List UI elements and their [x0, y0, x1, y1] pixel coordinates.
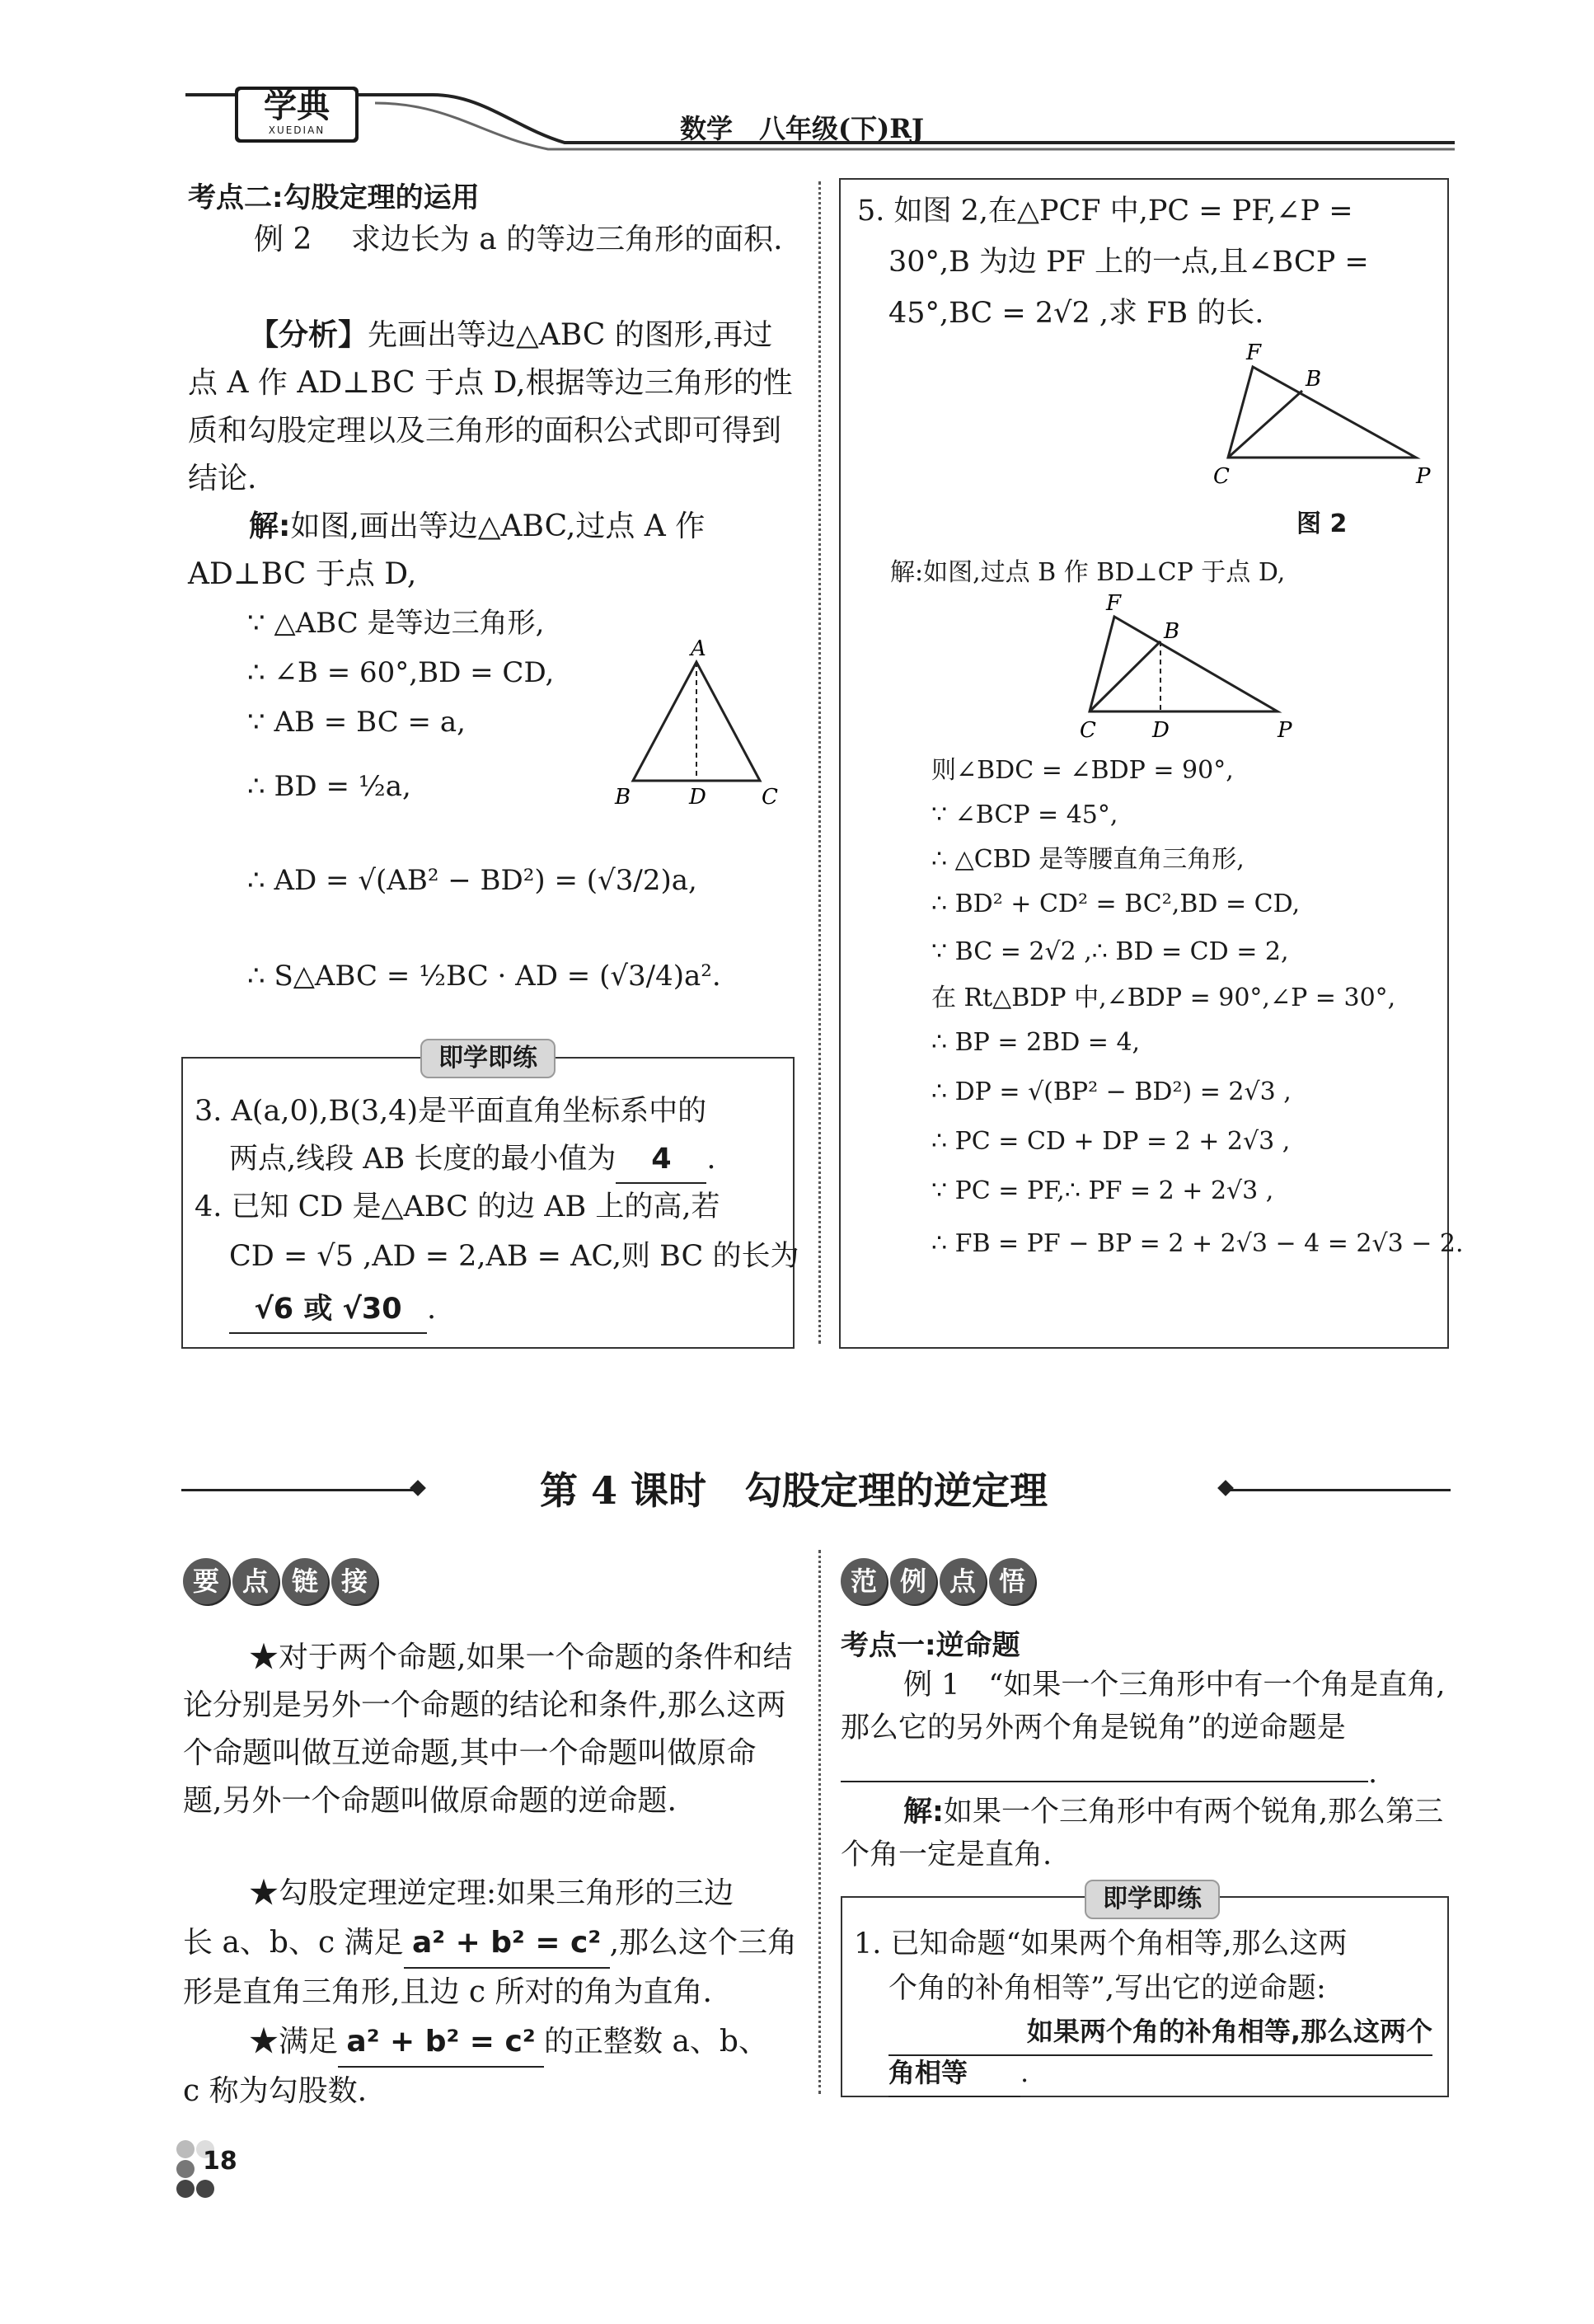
fig2-label-f: F: [1246, 340, 1262, 365]
fig3-label-f: F: [1106, 592, 1122, 616]
practice-q1-answer-line2: 角相等 .: [888, 2049, 1029, 2097]
badge-char: 范: [841, 1558, 887, 1604]
right-step-9: ∴ PC = CD + DP = 2 + 2√3 ,: [931, 1127, 1291, 1156]
key-point-2-answer: a² + b² = c²: [404, 1919, 610, 1969]
logo-text: 学典: [264, 87, 330, 125]
example-1-solution-label: 解:: [903, 1796, 944, 1829]
practice-q3-answer: 4: [616, 1136, 706, 1184]
header: [185, 78, 1455, 153]
fig-label-a: A: [691, 639, 706, 661]
fig3-label-d: D: [1152, 718, 1170, 743]
key-point-1: ★对于两个命题,如果一个命题的条件和结论分别是另外一个命题的结论和条件,那么这两个命题叫做互逆命题,其中一个命题叫做原命题,另外一个命题叫做原命题的逆命题.: [183, 1641, 793, 1818]
solution-intro-text: 如图,画出等边△ABC,过点 A 作: [290, 509, 706, 543]
key-point-2-line3: 形是直角三角形,且边 c 所对的角为直角.: [183, 1975, 712, 2009]
badge-char: 悟: [989, 1558, 1035, 1604]
figure-2-caption: 图 2: [1296, 509, 1348, 538]
lesson-diamond-right: [1217, 1480, 1234, 1496]
left-step-1: ∵ △ABC 是等边三角形,: [247, 607, 545, 640]
solution-label: 解:: [249, 509, 291, 543]
section-title-2: 考点二:勾股定理的运用: [188, 181, 480, 214]
right-step-5: ∵ BC = 2√2 ,∴ BD = CD = 2,: [931, 937, 1289, 966]
right-step-7: ∴ BP = 2BD = 4,: [931, 1028, 1141, 1057]
fig2-label-b: B: [1306, 367, 1322, 392]
key-point-3-answer: a² + b² = c²: [338, 2018, 544, 2068]
q5-line2: 30°,B 为边 PF 上的一点,且∠BCP =: [888, 246, 1369, 279]
practice-q1-line1: 1. 已知命题“如果两个角相等,那么这两: [854, 1927, 1348, 1960]
example-1-label: 例 1: [903, 1669, 960, 1702]
column-divider-top: [818, 181, 821, 1344]
right-step-2: ∵ ∠BCP = 45°,: [931, 800, 1118, 829]
section-title-1: 考点一:逆命题: [841, 1629, 1020, 1662]
badge-char: 接: [331, 1558, 377, 1604]
practice-q3-line2: 两点,线段 AB 长度的最小值为 4 .: [229, 1136, 716, 1184]
key-point-2-text: 长 a、b、c 满足: [183, 1926, 404, 1960]
badge-char: 要: [183, 1558, 229, 1604]
solution-intro-2: AD⊥BC 于点 D,: [188, 557, 417, 591]
example-1-solution: [841, 1791, 1451, 1876]
fig3-label-b: B: [1164, 619, 1180, 644]
left-step-2: ∴ ∠B = 60°,BD = CD,: [247, 656, 555, 689]
left-step-3: ∵ AB = BC = a,: [247, 706, 466, 739]
example-2-label: 例 2: [254, 223, 312, 256]
practice-q1-answer-1: 如果两个角的补角相等,那么这两个: [888, 2008, 1432, 2056]
right-step-10: ∵ PC = PF,∴ PF = 2 + 2√3 ,: [931, 1176, 1274, 1205]
right-step-8: ∴ DP = √(BP² − BD²) = 2√3 ,: [931, 1077, 1292, 1106]
right-step-3: ∴ △CBD 是等腰直角三角形,: [931, 845, 1245, 874]
header-subject: 数学 八年级(下)RJ: [680, 113, 925, 144]
fig2-label-c: C: [1213, 464, 1230, 489]
practice-q4-answer: √6 或 √30: [229, 1286, 427, 1334]
key-point-2-line2: [183, 1919, 797, 1969]
badge-char: 点: [940, 1558, 986, 1604]
left-step-5: ∴ AD = √(AB² − BD²) = (√3/2)a,: [247, 864, 697, 897]
right-step-4: ∴ BD² + CD² = BC²,BD = CD,: [931, 890, 1301, 918]
left-step-6: ∴ S△ABC = ½BC · AD = (√3/4)a².: [247, 960, 721, 993]
example-1-text: “如果一个三角形中有一个角是直角,那么它的另外两个角是锐角”的逆命题是: [841, 1669, 1446, 1744]
badge-char: 点: [232, 1558, 279, 1604]
left-step-4: ∴ BD = ½a,: [247, 770, 411, 803]
lesson-diamond-left: [410, 1480, 426, 1496]
column-divider-bottom: [818, 1550, 821, 2094]
lesson-title: 第 4 课时 勾股定理的逆定理: [540, 1468, 1048, 1513]
logo-subtext: XUEDIAN: [268, 124, 326, 136]
triangle-abc-figure: [610, 639, 791, 820]
key-point-3-line1: [249, 2018, 768, 2068]
practice-q4-line2: CD = √5 ,AD = 2,AB = AC,则 BC 的长为: [229, 1240, 799, 1273]
lesson-rule-right: [1228, 1489, 1451, 1491]
practice-q4-line3: √6 或 √30 .: [229, 1286, 436, 1334]
key-point-3-text: ★满足: [249, 2025, 339, 2059]
badge-char: 例: [890, 1558, 936, 1604]
page-number: 18: [203, 2147, 237, 2176]
practice-q1-answer-2: 角相等: [888, 2049, 1020, 2097]
key-points-badge: [183, 1558, 381, 1604]
fig-label-c: C: [762, 785, 778, 810]
analysis-text: 先画出等边△ABC 的图形,再过点 A 作 AD⊥BC 于点 D,根据等边三角形的性质和勾股定理以及三角形的面积公式即可得到结论.: [188, 318, 793, 495]
right-step-1: 则∠BDC = ∠BDP = 90°,: [931, 756, 1234, 785]
fig3-label-c: C: [1080, 718, 1096, 743]
examples-badge: [841, 1558, 1038, 1604]
key-point-3-tail: 的正整数 a、b、: [544, 2025, 768, 2059]
example-1-solution-text: 如果一个三角形中有两个锐角,那么第三个角一定是直角.: [841, 1796, 1444, 1871]
fig-label-b: B: [615, 785, 631, 810]
q5-solution-intro: 解:如图,过点 B 作 BD⊥CP 于点 D,: [890, 558, 1286, 587]
fig3-label-p: P: [1278, 718, 1292, 743]
practice-q4-line1: 4. 已知 CD 是△ABC 的边 AB 上的高,若: [195, 1190, 720, 1223]
q5-line1: 5. 如图 2,在△PCF 中,PC = PF,∠P =: [857, 195, 1353, 228]
right-step-6: 在 Rt△BDP 中,∠BDP = 90°,∠P = 30°,: [931, 984, 1396, 1012]
key-point-3-line2: c 称为勾股数.: [183, 2074, 368, 2108]
figure-3: [1071, 592, 1310, 749]
key-point-2-tail: ,那么这个三角: [609, 1926, 798, 1960]
fig2-label-p: P: [1416, 464, 1431, 489]
solution-intro: [249, 503, 809, 551]
lesson-rule-left: [181, 1489, 420, 1491]
practice-tag-right: 即学即练: [1085, 1880, 1220, 1919]
example-1-blank: [841, 1749, 1368, 1782]
example-2: [188, 216, 798, 264]
figure-2: [1203, 338, 1451, 495]
fig-label-d: D: [689, 785, 706, 810]
example-1: 例 1 “如果一个三角形中有一个角是直角,那么它的另外两个角是锐角”的逆命题是.: [841, 1669, 1446, 1790]
right-step-11: ∴ FB = PF − BP = 2 + 2√3 − 4 = 2√3 − 2.: [931, 1229, 1464, 1258]
example-2-text: 求边长为 a 的等边三角形的面积.: [350, 223, 783, 256]
badge-char: 链: [282, 1558, 328, 1604]
key-point-2-line1: ★勾股定理逆定理:如果三角形的三边: [249, 1876, 734, 1910]
analysis-label: 【分析】: [249, 318, 368, 352]
analysis: [188, 312, 798, 503]
practice-q3-text: 两点,线段 AB 长度的最小值为: [229, 1143, 617, 1176]
practice-q3-line1: 3. A(a,0),B(3,4)是平面直角坐标系中的: [195, 1095, 707, 1128]
q5-line3: 45°,BC = 2√2 ,求 FB 的长.: [888, 297, 1264, 330]
practice-q1-line2: 个角的补角相等”,写出它的逆命题:: [888, 1972, 1326, 2005]
practice-tag-left: 即学即练: [420, 1039, 556, 1078]
